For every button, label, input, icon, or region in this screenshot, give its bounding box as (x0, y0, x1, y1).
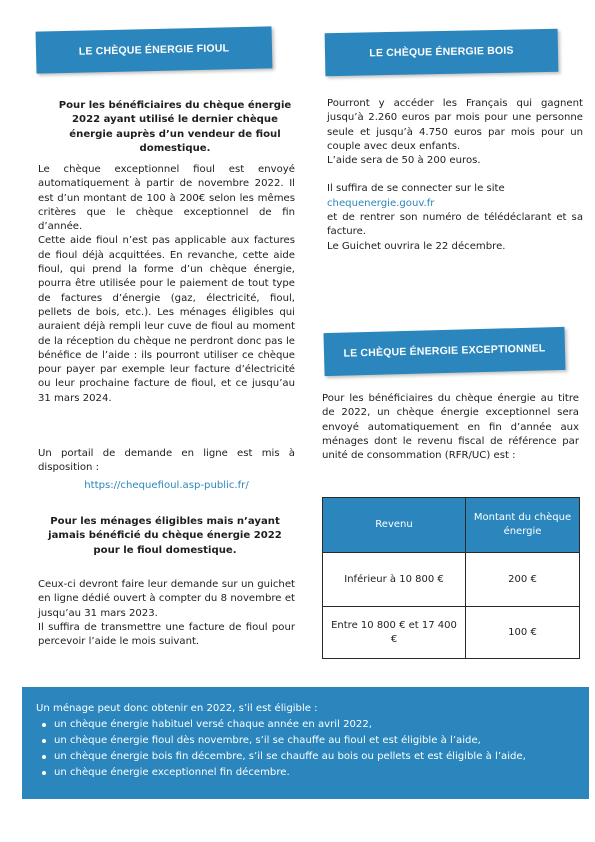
summary-list (36, 717, 575, 781)
exceptionnel-section-title (323, 327, 565, 376)
never-beneficiary-paragraph-2: Il suffira de transmettre une facture de fioul pour percevoir l’aide le mois suivant. (38, 621, 295, 648)
bois-enter-text: et de rentrer son numéro de télédéclarant et sa facture. (327, 212, 583, 238)
never-beneficiary-paragraph-1: Ceux-ci devront faire leur demande sur un guichet en ligne dédié ouvert à compter du 8 novembre et jusqu’au 31 mars 2023. (38, 579, 295, 619)
table-header-row (323, 498, 580, 553)
bois-section-title-text: LE CHÈQUE ÉNERGIE BOIS (369, 44, 514, 60)
table-row (323, 553, 580, 607)
bois-paragraph-2: L’aide sera de 50 à 200 euros. (327, 155, 481, 167)
table-header-revenu: Revenu (323, 498, 466, 553)
bois-paragraph-1: Pourront y accéder les Français qui gagnent jusqu’à 2.260 euros par mois pour une personne seule et jusqu’à 4.750 euros par mois pour un couple avec deux enfants. (327, 98, 583, 152)
amount-table (322, 497, 580, 659)
bois-guichet-text: Le Guichet ouvrira le 22 décembre. (327, 240, 506, 252)
never-beneficiary-title: Pour les ménages éligibles mais n’ayant jamais bénéficié du chèque énergie 2022 pour le fioul domestique. (48, 516, 282, 556)
bois-spacer (327, 168, 583, 182)
bois-site-link[interactable]: chequenergie.gouv.fr (327, 197, 435, 209)
fioul-body (38, 163, 295, 406)
fioul-paragraph-2: Cette aide fioul n’est pas applicable aux factures de fioul déjà acquittées. En revanche, cette aide fioul, qui prend la forme d’un chèque énergie, pourra être utilisée pour le paiement de tout type de factures d’énergie (gaz, électricité, fioul, pellets de bois, etc.). Les ménages éligibles qui auraient déjà rempli leur cuve de fioul au moment de la réception du chèque ne perdront donc pas le bénéfice de l’aide : ils pourront utiliser ce chèque pour payer par exemple leur facture d’électricité ou leur prochaine facture de fioul, et ce jusqu’au 31 mars 2024. (38, 235, 295, 404)
summary-intro: Un ménage peut donc obtenir en 2022, s’il est éligible : (36, 703, 318, 714)
portal-text: Un portail de demande en ligne est mis à disposition : (38, 448, 295, 474)
table-row (323, 607, 580, 659)
bois-section-title (325, 29, 559, 76)
exceptionnel-section-title-text: LE CHÈQUE ÉNERGIE EXCEPTIONNEL (343, 342, 546, 360)
list-item: un chèque énergie habituel versé chaque année en avril 2022, (54, 717, 575, 733)
bois-body (327, 97, 583, 254)
exceptionnel-body: Pour les bénéficiaires du chèque énergie au titre de 2022, un chèque énergie exceptionnel sera envoyé automatiquement en fin d’année aux ménages dont le revenu fiscal de référence par unité de consommation (RFR/UC) est : (322, 393, 579, 462)
fioul-section-title (36, 26, 273, 73)
bois-connect-text: Il suffira de se connecter sur le site (327, 183, 505, 195)
table-cell-montant: 200 € (466, 553, 580, 607)
table-header-montant: Montant du chèque énergie (466, 498, 580, 553)
summary-box (22, 687, 589, 799)
table-cell-revenu: Entre 10 800 € et 17 400 € (323, 607, 466, 659)
portal-link[interactable]: https://chequefioul.asp-public.fr/ (84, 480, 249, 491)
fioul-intro: Pour les bénéficiaires du chèque énergie 2022 ayant utilisé le dernier chèque énergie auprès d’un vendeur de fioul domestique. (58, 100, 292, 154)
fioul-paragraph-1: Le chèque exceptionnel fioul est envoyé automatiquement à partir de novembre 2022. Il est d’un montant de 100 à 200€ selon les mêmes critères que le chèque exceptionnel de fin d’année. (38, 164, 295, 233)
table-cell-revenu: Inférieur à 10 800 € (323, 553, 466, 607)
list-item: un chèque énergie exceptionnel fin décembre. (54, 765, 575, 781)
table-cell-montant: 100 € (466, 607, 580, 659)
list-item: un chèque énergie fioul dès novembre, s’il se chauffe au fioul et est éligible à l’aide, (54, 733, 575, 749)
fioul-section-title-text: LE CHÈQUE ÉNERGIE FIOUL (78, 42, 230, 58)
list-item: un chèque énergie bois fin décembre, s’il se chauffe au bois ou pellets et est éligible à l’aide, (54, 749, 575, 765)
never-beneficiary-body (38, 578, 295, 649)
